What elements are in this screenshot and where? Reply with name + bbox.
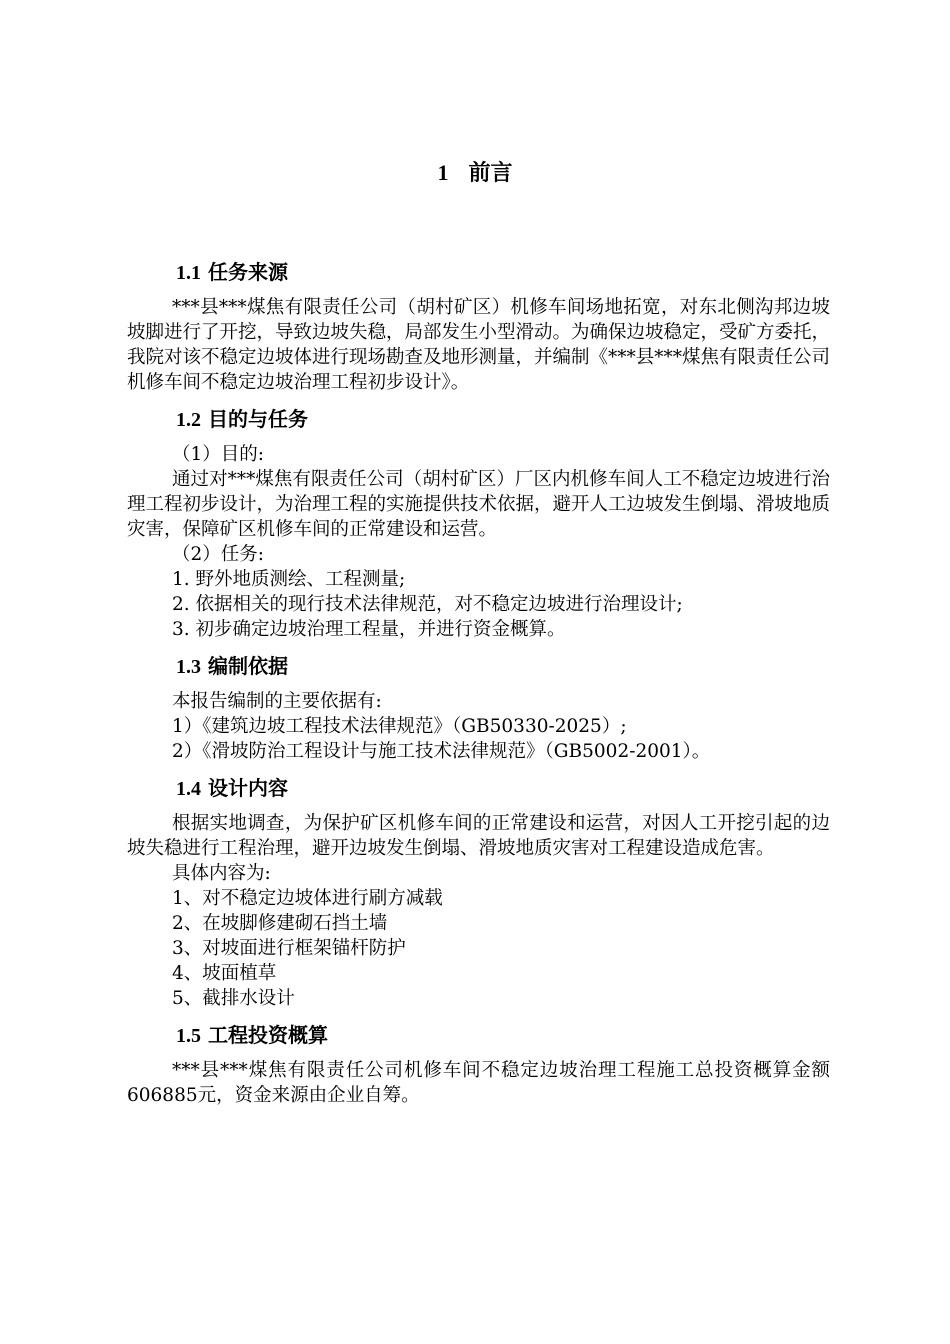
chapter-title-text: 前言 [468, 160, 513, 186]
purpose-label: （1）目的: [172, 444, 265, 465]
content-item: 4、坡面植草 [172, 963, 277, 984]
section-1-1-paragraph: ***县***煤焦有限责任公司（胡村矿区）机修车间场地拓宽，对东北侧沟邦边坡坡脚进行了开挖，导致边坡失稳，局部发生小型滑动。为确保边坡稳定，受矿方委托，我院对该不稳定边坡体进行现场勘查及地形测量，并编制《***县***煤焦有限责任公司机修车间不稳定边坡治理工程初步设计》。 [127, 297, 831, 393]
task-label: （2）任务: [172, 544, 265, 565]
section-1-5-paragraph: ***县***煤焦有限责任公司机修车间不稳定边坡治理工程施工总投资概算金额606885元，资金来源由企业自筹。 [127, 1060, 830, 1106]
section-heading-1-3: 1.3 编制依据 [176, 654, 288, 678]
basis-item: 1）《建筑边坡工程技术法律规范》（GB50330-2025）; [172, 716, 627, 737]
purpose-paragraph: 通过对***煤焦有限责任公司（胡村矿区）厂区内机修车间人工不稳定边坡进行治理工程初步设计，为治理工程的实施提供技术依据，避开人工边坡发生倒塌、滑坡地质灾害，保障矿区机修车间的正常建设和运营。 [127, 469, 831, 540]
chapter-title [0, 158, 950, 188]
section-1-4-paragraph: 根据实地调查，为保护矿区机修车间的正常建设和运营，对因人工开挖引起的边坡失稳进行工程治理，避开边坡发生倒塌、滑坡地质灾害对工程建设造成危害。 [127, 813, 830, 859]
section-heading-1-5: 1.5 工程投资概算 [176, 1023, 328, 1047]
basis-intro: 本报告编制的主要依据有: [172, 691, 382, 712]
task-item: 2. 依据相关的现行技术法律规范，对不稳定边坡进行治理设计; [172, 594, 683, 615]
section-heading-1-2: 1.2 目的与任务 [176, 407, 308, 431]
section-heading-1-4: 1.4 设计内容 [176, 776, 288, 800]
content-item: 1、对不稳定边坡体进行刷方减载 [172, 888, 443, 909]
content-intro: 具体内容为: [172, 863, 271, 884]
task-item: 1. 野外地质测绘、工程测量; [172, 569, 406, 590]
task-item: 3. 初步确定边坡治理工程量，并进行资金概算。 [172, 619, 566, 640]
content-item: 2、在坡脚修建砌石挡土墙 [172, 913, 388, 934]
content-item: 3、对坡面进行框架锚杆防护 [172, 938, 406, 959]
basis-item: 2）《滑坡防治工程设计与施工技术法律规范》（GB5002-2001）。 [172, 741, 711, 762]
section-heading-1-1: 1.1 任务来源 [176, 260, 288, 284]
document-body [127, 258, 830, 1108]
content-item: 5、截排水设计 [172, 988, 295, 1009]
chapter-number: 1 [437, 160, 449, 185]
